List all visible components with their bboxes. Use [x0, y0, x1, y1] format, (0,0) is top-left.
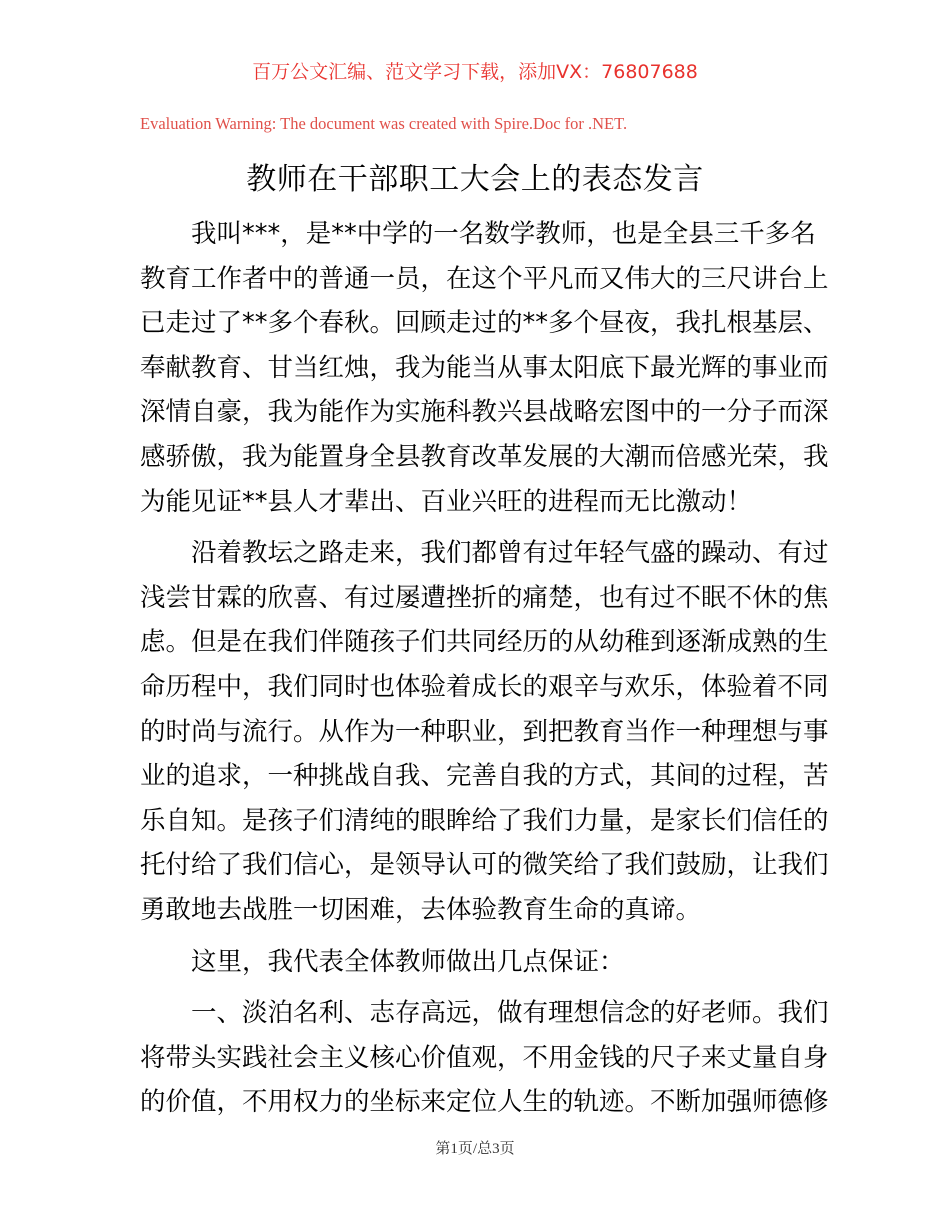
- paragraph-line: 沿着教坛之路走来，我们都曾有过年轻气盛的躁动、有过: [191, 538, 829, 569]
- paragraph-line: 的价值，不用权力的坐标来定位人生的轨迹。不断加强师德修: [140, 1087, 829, 1118]
- paragraph-line: 将带头实践社会主义核心价值观，不用金钱的尺子来丈量自身: [140, 1042, 829, 1073]
- document-title: 教师在干部职工大会上的表态发言: [246, 162, 704, 197]
- paragraph-line: 已走过了**多个春秋。回顾走过的**多个昼夜，我扎根基层、: [140, 308, 829, 339]
- paragraph-line: 虑。但是在我们伴随孩子们共同经历的从幼稚到逐渐成熟的生: [140, 627, 829, 658]
- paragraph-line: 一、淡泊名利、志存高远，做有理想信念的好老师。我们: [191, 998, 829, 1029]
- paragraph: [140, 940, 810, 985]
- paragraph-line: 我叫***，是**中学的一名数学教师，也是全县三千多名: [191, 219, 816, 249]
- paragraph-line: 浅尝甘霖的欣喜、有过屡遭挫折的痛楚，也有过不眠不休的焦: [140, 582, 829, 613]
- paragraph-line: 为能见证**县人才辈出、百业兴旺的进程而无比激动！: [140, 486, 753, 517]
- paragraph-line: 奉献教育、甘当红烛，我为能当从事太阳底下最光辉的事业而: [140, 352, 829, 383]
- paragraph: [140, 212, 829, 524]
- paragraph-line: 命历程中，我们同时也体验着成长的艰辛与欢乐，体验着不同: [140, 671, 829, 702]
- paragraph: [140, 991, 829, 1125]
- paragraph-line: 感骄傲，我为能置身全县教育改革发展的大潮而倍感光荣，我: [140, 441, 829, 472]
- paragraph-line: 勇敢地去战胜一切困难，去体验教育生命的真谛。: [140, 894, 702, 925]
- paragraph-line: 的时尚与流行。从作为一种职业，到把教育当作一种理想与事: [140, 716, 829, 747]
- document-body: [140, 212, 829, 1132]
- evaluation-warning: Evaluation Warning: The document was created with Spire.Doc for .NET.: [140, 114, 628, 133]
- paragraph-line: 这里，我代表全体教师做出几点保证：: [191, 946, 625, 977]
- paragraph: [140, 531, 829, 932]
- paragraph-line: 深情自豪，我为能作为实施科教兴县战略宏图中的一分子而深: [140, 397, 829, 428]
- paragraph-line: 乐自知。是孩子们清纯的眼眸给了我们力量，是家长们信任的: [140, 805, 829, 836]
- paragraph-line: 教育工作者中的普通一员，在这个平凡而又伟大的三尺讲台上: [140, 263, 829, 294]
- paragraph-line: 业的追求，一种挑战自我、完善自我的方式，其间的过程，苦: [140, 761, 829, 792]
- download-banner: 百万公文汇编、范文学习下载，添加VX：76807688: [252, 61, 698, 83]
- page-indicator: 第1页/总3页: [435, 1141, 515, 1157]
- paragraph-line: 托付给了我们信心，是领导认可的微笑给了我们鼓励，让我们: [140, 850, 829, 881]
